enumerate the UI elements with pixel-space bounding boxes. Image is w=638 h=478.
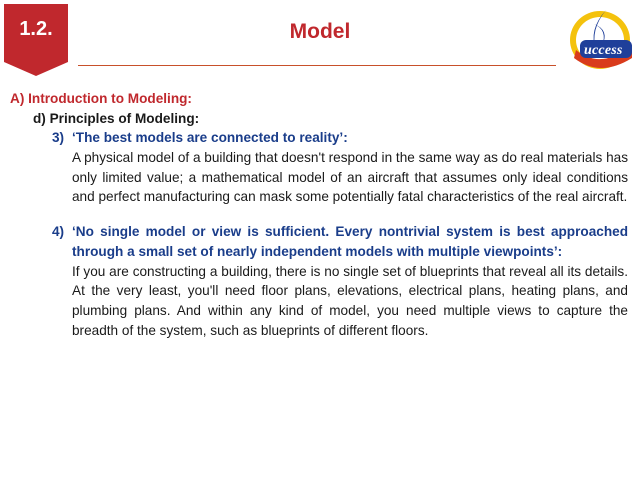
subsection-heading: d) Principles of Modeling: bbox=[33, 111, 200, 126]
principle-heading bbox=[52, 222, 628, 262]
section-heading: A) Introduction to Modeling: bbox=[10, 91, 192, 106]
principle-item bbox=[52, 222, 628, 341]
principle-item bbox=[52, 128, 628, 207]
principle-number: 4) bbox=[52, 224, 65, 239]
principle-title: ‘No single model or view is sufficient. Every nontrivial system is best approached through a small set of nearly independent models with multiple viewpoints’: bbox=[72, 224, 628, 259]
principle-title: ‘The best models are connected to reality’: bbox=[72, 130, 348, 145]
slide-title: Model bbox=[289, 20, 351, 43]
logo-icon bbox=[566, 0, 638, 74]
principle-number: 3) bbox=[52, 130, 65, 145]
principle-body: A physical model of a building that doesn't respond in the same way as do real materials has only limited value; a mathematical model of an aircraft that assumes only ideal conditions and perfect manufacturing can mask some potentially fatal characteristics of the real aircraft. bbox=[72, 149, 628, 205]
section-number: 1.2. bbox=[19, 18, 53, 40]
logo-wordmark: uccess bbox=[584, 43, 623, 58]
success-logo bbox=[566, 0, 638, 74]
section-number-badge bbox=[4, 4, 68, 74]
principle-heading bbox=[52, 128, 628, 148]
title-divider bbox=[78, 65, 556, 66]
principle-body: If you are constructing a building, there is no single set of blueprints that reveal all its details. At the very least, you'll need floor plans, elevations, electrical plans, heating plans, and plumbing plans. And within any kind of model, you need multiple views to capture the breadth of the system, such as blueprints of different floors. bbox=[72, 263, 628, 338]
